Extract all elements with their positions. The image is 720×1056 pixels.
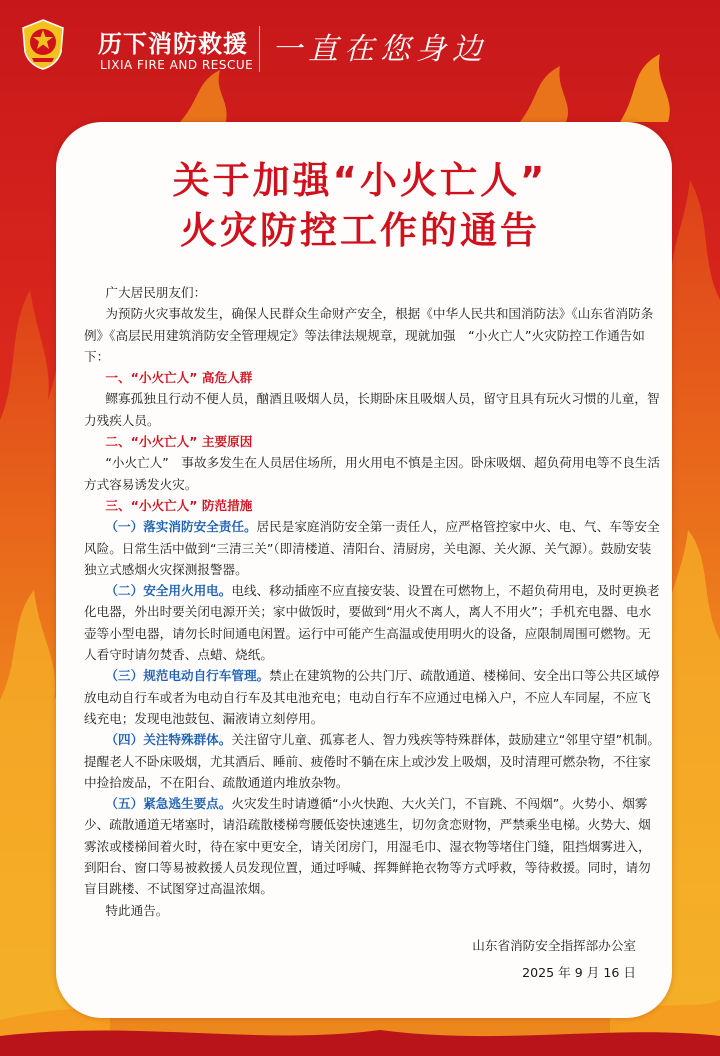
- notice-title-line1: 关于加强“小火亡人”: [172, 159, 548, 202]
- measure-4: [84, 729, 660, 793]
- measure-1: [84, 516, 660, 580]
- measure-5-text: 火灾发生时请遵循“小火快跑、大火关门，不盲跳、不闯烟”。火势小、烟雾少、疏散通道无堵塞时，请沿疏散楼梯弯腰低姿快速逃生，切勿贪恋财物，严禁乘坐电梯。火势大、烟雾浓或楼梯间着火时，待在家中更安全，请关闭房门，用湿毛巾、湿衣物等堵住门缝，阻挡烟雾进入，到阳台、窗口等易被救援人员发现位置，通过呼喊、挥舞鲜艳衣物等方式呼救，等待救援。同时，请勿盲目跳楼、不试图穿过高温浓烟。: [84, 796, 651, 897]
- measure-5: [84, 793, 660, 899]
- notice-title-line2: 火灾防控工作的通告: [180, 209, 540, 252]
- section-2-heading: 二、“小火亡人” 主要原因: [105, 434, 253, 450]
- measure-3: [84, 665, 660, 729]
- header-divider: [259, 26, 260, 72]
- section-3-heading: 三、“小火亡人” 防范措施: [105, 497, 253, 513]
- slogan: 一直在您身边: [272, 32, 488, 67]
- measure-3-label: （三）规范电动自行车管理。: [105, 668, 270, 684]
- brand-name-cn: 历下消防救援: [98, 30, 248, 58]
- section-1-text: 鳏寡孤独且行动不便人员，酗酒且吸烟人员，长期卧床且吸烟人员，留守且具有玩火习惯的儿童，智力残疾人员。: [84, 391, 660, 428]
- measure-4-text: 关注留守儿童、孤寡老人、智力残疾等特殊群体，鼓励建立“邻里守望”机制。提醒老人不卧床吸烟，尤其酒后、睡前、疲倦时不躺在床上或沙发上吸烟，及时清理可燃杂物，不往家中捡拾废品，不在阳台、疏散通道内堆放杂物。: [84, 732, 660, 790]
- measure-2-text: 电线、移动插座不应直接安装、设置在可燃物上，不超负荷用电，及时更换老化电器，外出时要关闭电源开关；家中做饭时，要做到“用火不离人，离人不用火”；手机充电器、电水壶等小型电器，请勿长时间通电闲置。运行中可能产生高温或使用明火的设备，应限制周围可燃物。无人看守时请勿焚香、点蜡、烧纸。: [84, 583, 660, 663]
- measure-1-label: （一）落实消防安全责任。: [105, 519, 257, 535]
- issuer: 山东省消防安全指挥部办公室: [472, 938, 636, 953]
- brand-name-en: LIXIA FIRE AND RESCUE: [100, 58, 254, 72]
- section-1-heading: 一、“小火亡人” 高危人群: [105, 370, 253, 386]
- measure-2-label: （二）安全用火用电。: [105, 583, 232, 599]
- notice-body: [84, 282, 660, 921]
- header-bar: [0, 0, 720, 82]
- intro-paragraph: 为预防火灾事故发生，确保人民群众生命财产安全，根据《中华人民共和国消防法》《山东省消防条例》《高层民用建筑消防安全管理规定》等法律法规规章，现就加强 “小火亡人”火灾防控工作通告如下：: [84, 306, 654, 364]
- measure-3-text: 禁止在建筑物的公共门厅、疏散通道、楼梯间、安全出口等公共区域停放电动自行车或者为电动自行车及其电池充电；电动自行车不应通过电梯入户，不应人车同屋，不应飞线充电；发现电池鼓包、漏液请立刻停用。: [84, 668, 660, 726]
- measure-2: [84, 580, 660, 665]
- signature-block: [472, 932, 636, 986]
- measure-5-label: （五）紧急逃生要点。: [105, 796, 232, 812]
- section-2-text: “小火亡人” 事故多发生在人员居住场所，用火用电不慎是主因。卧床吸烟、超负荷用电等不良生活方式容易诱发火灾。: [84, 455, 660, 492]
- fire-rescue-emblem-icon: [20, 18, 66, 70]
- greeting: 广大居民朋友们：: [105, 285, 207, 300]
- issue-date: 2025 年 9 月 16 日: [522, 965, 636, 980]
- closing: 特此通告。: [105, 902, 169, 918]
- measure-1-text: 居民是家庭消防安全第一责任人，应严格管控家中火、电、气、车等安全风险。日常生活中做到“三清三关”（即清楼道、清阳台、清厨房，关电源、关火源、关气源）。鼓励安装独立式感烟火灾探测报警器。: [84, 519, 660, 577]
- measure-4-label: （四）关注特殊群体。: [105, 732, 232, 748]
